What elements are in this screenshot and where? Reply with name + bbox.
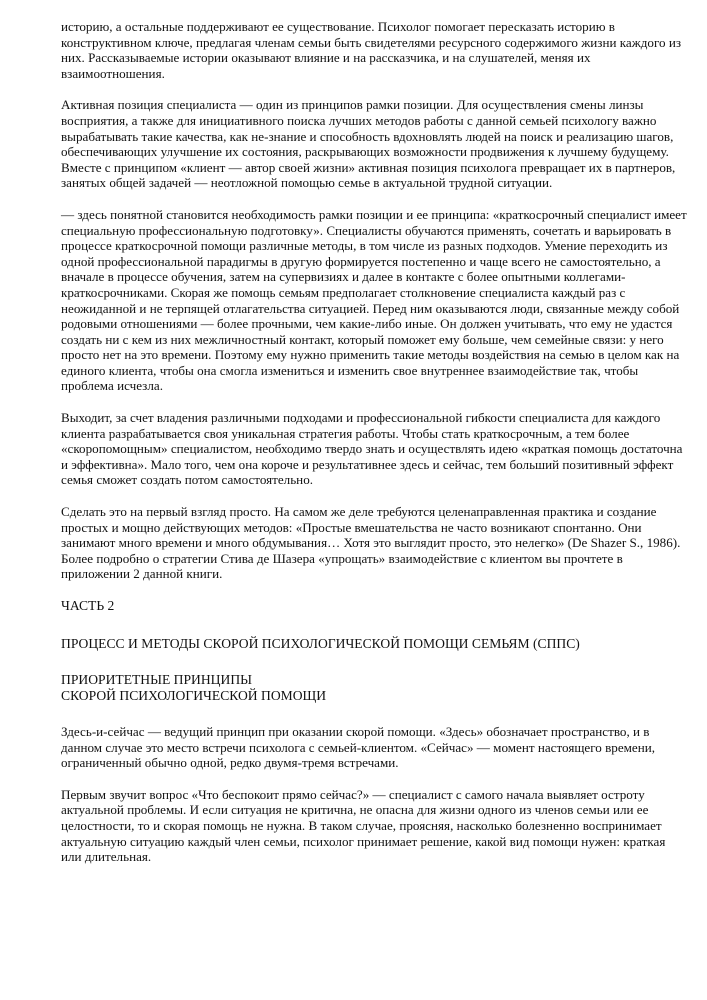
subsection-title bbox=[61, 672, 687, 704]
paragraph-position-frame: — здесь понятной становится необходимость рамки позиции и ее принципа: «краткосрочный специалист имеет специальную профессиональную подготовку». Специалисты обучаются применять, сочетать и варьировать в процессе краткосрочной помощи различные методы, в том числе из разных подходов. Умение переходить из одной профессиональной парадигмы в другую формируется постепенно и чаще всего не самостоятельно, а вначале в процессе обучения, затем на супервизиях и далее в контакте с более опытными коллегами-краткосрочниками. Скорая же помощь семьям предполагает столкновение специалиста каждый раз с неожиданной и не терпящей отлагательства ситуацией. Перед ним оказываются люди, связанные между собой родовыми отношениями — более прочными, чем какие-либо иные. Он должен учитывать, что ему не удастся создать ни с кем из них межличностный контакт, который поможет ему больше, чем семейные связи: у него просто нет на это времени. Поэтому ему нужно применить такие методы воздействия на семью в целом как на единого клиента, чтобы она смогла измениться и изменить свое внутреннее взаимодействие так, чтобы проблема исчезла. bbox=[61, 206, 687, 394]
paragraph-here-and-now: Здесь-и-сейчас — ведущий принцип при оказании скорой помощи. «Здесь» обозначает пространство, и в данном случае это место встречи психолога с семьей-клиентом. «Сейчас» — момент настоящего времени, ограниченный обычно одной, редко двумя-тремя встречами. bbox=[61, 724, 656, 771]
paragraph-first-question: Первым звучит вопрос «Что беспокоит прямо сейчас?» — специалист с самого начала выявляет остроту актуальной проблемы. И если ситуация не критична, не опасна для жизни одного из членов семьи или ее целостности, то и скорая помощь не нужна. В таком случае, проясняя, насколько болезненно воспринимает актуальную ситуацию каждый член семьи, психолог принимает решение, какой вид помощи нужен: краткая или длительная. bbox=[61, 786, 666, 865]
section-title: ПРОЦЕСС И МЕТОДЫ СКОРОЙ ПСИХОЛОГИЧЕСКОЙ ПОМОЩИ СЕМЬЯМ (СППС) bbox=[61, 636, 580, 651]
document-page bbox=[61, 19, 687, 881]
subsection-title-line-2: СКОРОЙ ПСИХОЛОГИЧЕСКОЙ ПОМОЩИ bbox=[61, 688, 327, 703]
part-heading: ЧАСТЬ 2 bbox=[61, 598, 115, 613]
paragraph-active-position: Активная позиция специалиста — один из принципов рамки позиции. Для осуществления смены линзы восприятия, а также для инициативного поиска лучших методов работы с данной семьей психологу важно вырабатывать такие качества, как не-знание и способность вдохновлять людей на поиск и реализацию шагов, обеспечивающих улучшение их состояния, раскрывающих возможности продвижения к лучшему будущему. Вместе с принципом «клиент — автор своей жизни» активная позиция психолога превращает их в партнеров, занятых общей задачей — неотложной помощью семье в актуальной трудной ситуации. bbox=[61, 97, 676, 191]
subsection-title-line-1: ПРИОРИТЕТНЫЕ ПРИНЦИПЫ bbox=[61, 672, 252, 687]
paragraph-simple-methods: Сделать это на первый взгляд просто. На самом же деле требуются целенаправленная практика и создание простых и мощно действующих методов: «Простые вмешательства не часто возникают спонтанно. Они занимают много времени и много обдумывания… Хотя это выглядит просто, это нелегко» (De Shazer S., 1986). Более подробно о стратегии Стива де Шазера «упрощать» взаимодействие с клиентом вы прочтете в приложении 2 данной книги. bbox=[61, 504, 681, 582]
paragraph-unique-strategy: Выходит, за счет владения различными подходами и профессиональной гибкости специалиста для каждого клиента разрабатывается своя уникальная стратегия работы. Чтобы стать краткосрочным, а тем более «скоропомощным» специалистом, необходимо твердо знать и осуществлять идею «краткая помощь достаточна и эффективна». Мало того, чем она короче и результативнее здесь и сейчас, тем больший позитивный эффект семья сможет создать потом самостоятельно. bbox=[61, 410, 683, 488]
paragraph-story-retelling: историю, а остальные поддерживают ее существование. Психолог помогает пересказать историю в конструктивном ключе, предлагая членам семьи быть свидетелями ресурсного содержимого жизни каждого из них. Рассказываемые истории оказывают влияние и на рассказчика, и на слушателей, меняя их взаимоотношения. bbox=[61, 19, 682, 81]
